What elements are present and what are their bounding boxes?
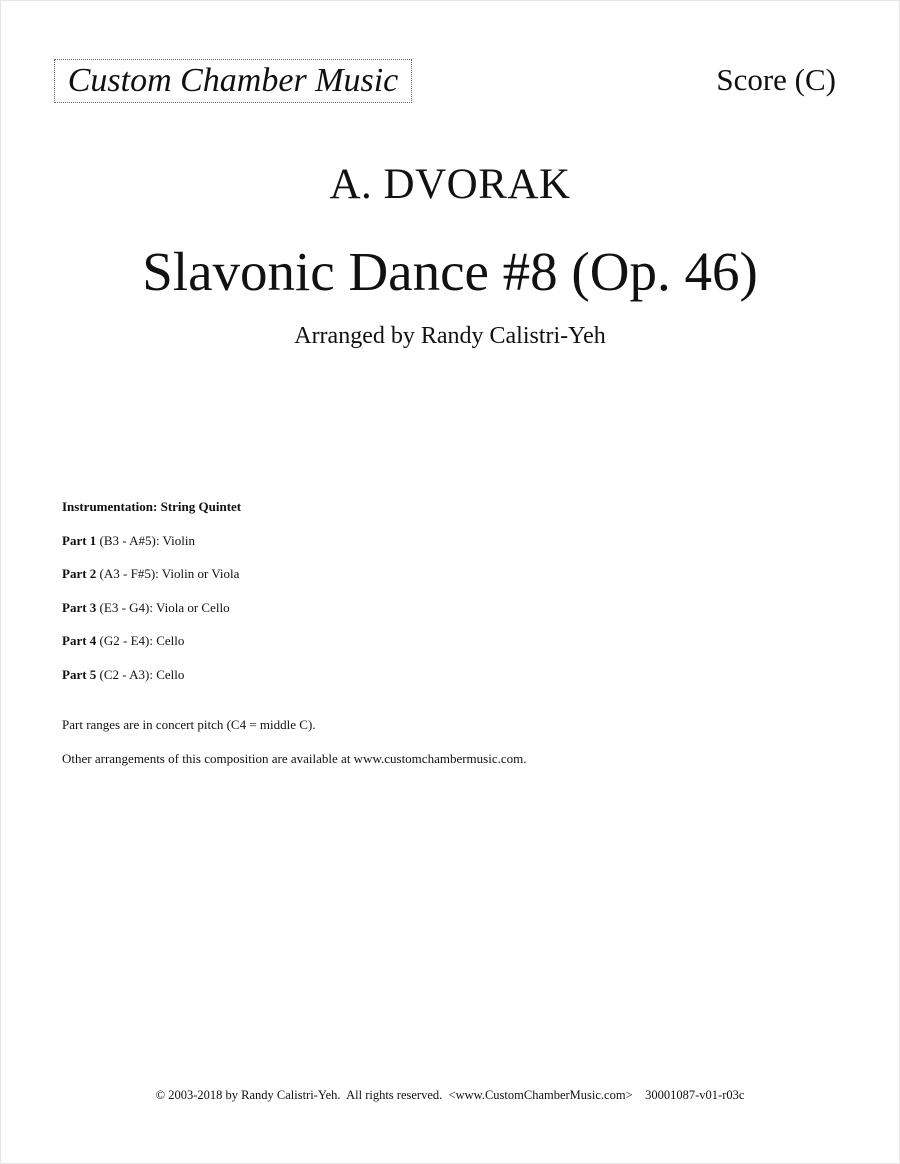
notes-section: [62, 716, 842, 783]
part-line: [62, 632, 842, 666]
part-detail: (C2 - A3): Cello: [96, 666, 185, 682]
brand-name: Custom Chamber Music: [67, 62, 399, 99]
piece-title: Slavonic Dance #8 (Op. 46): [142, 241, 758, 302]
composer-name: A. DVORAK: [329, 161, 571, 208]
part-line: [62, 666, 842, 700]
part-label: Part 1: [62, 532, 97, 548]
part-detail: (A3 - F#5): Violin or Viola: [96, 566, 240, 582]
arranger-credit: Arranged by Randy Calistri-Yeh: [294, 323, 606, 349]
part-line: [62, 599, 842, 633]
other-arrangements-note: Other arrangements of this composition are available at www.customchambermusic.com.: [62, 750, 527, 766]
instrumentation-section: [62, 498, 842, 700]
range-note: Part ranges are in concert pitch (C4 = middle C).: [62, 717, 316, 732]
instrumentation-heading: Instrumentation: String Quintet: [62, 499, 242, 514]
part-label: Part 5: [62, 666, 97, 682]
brand-box: [54, 59, 412, 103]
part-detail: (G2 - E4): Cello: [96, 633, 185, 649]
part-detail: (E3 - G4): Viola or Cello: [96, 599, 230, 615]
score-label: Score (C): [716, 62, 836, 97]
catalog-id: 30001087-v01-r03c: [645, 1088, 745, 1102]
part-line: [62, 565, 842, 599]
part-detail: (B3 - A#5): Violin: [96, 532, 195, 548]
part-label: Part 3: [62, 599, 97, 615]
footer: [0, 1088, 900, 1103]
part-line: [62, 532, 842, 566]
part-label: Part 4: [62, 633, 97, 649]
footer-website: <www.CustomChamberMusic.com>: [448, 1088, 633, 1102]
part-label: Part 2: [62, 566, 97, 582]
copyright-text: © 2003-2018 by Randy Calistri-Yeh. All rights reserved.: [155, 1088, 443, 1102]
